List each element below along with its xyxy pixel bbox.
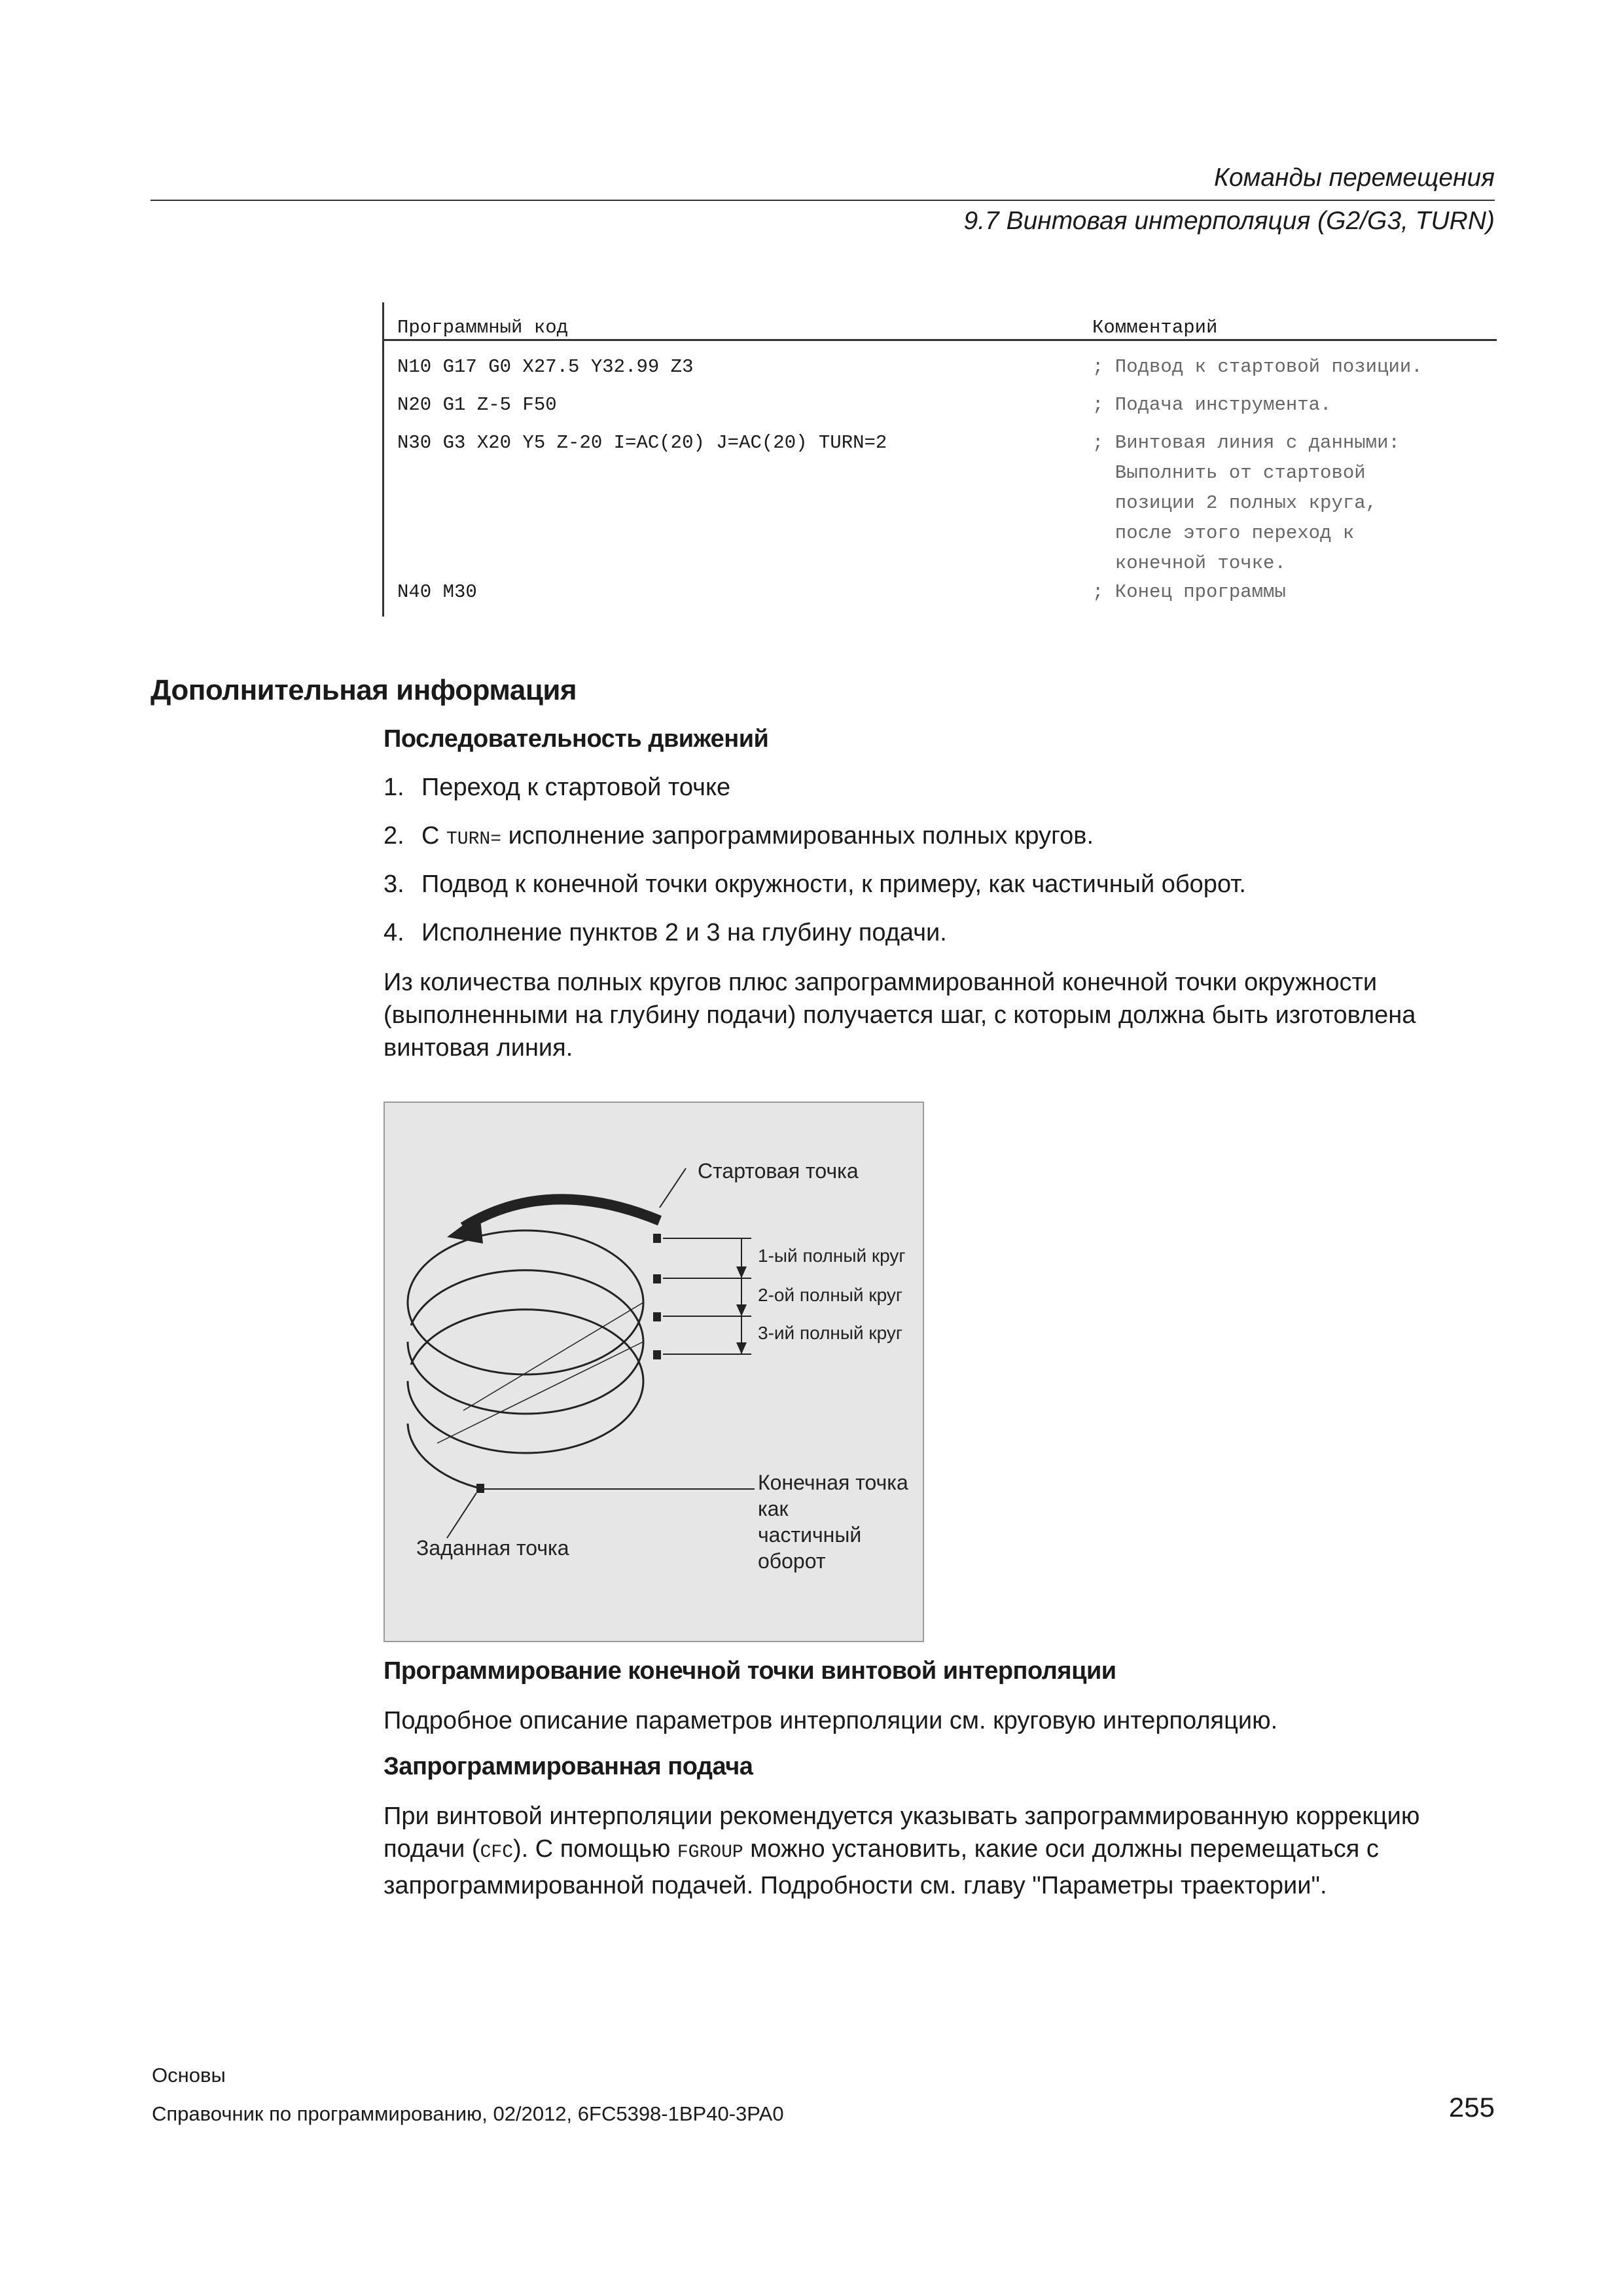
start-point-leader [660, 1168, 686, 1208]
turn-marker [653, 1274, 661, 1283]
pitch-dimensions [663, 1238, 751, 1354]
running-header-section: 9.7 Винтовая интерполяция (G2/G3, TURN) [963, 207, 1495, 235]
code-comment: ; Подача инструмента. [1092, 394, 1332, 416]
feed-text: При винтовой интерполяции рекомендуется указывать запрограммированную коррекцию подачи (CFC). С помощью FGROUP можно установить, какие оси должны перемещаться с запрограммированной подачей. Подробности см. главу "Параметры траектории". [383, 1803, 1420, 1899]
code-inline: TURN= [446, 829, 502, 850]
list-item: 3. Подвод к конечной точки окружности, к примеру, как частичный оборот. [383, 870, 1246, 898]
helix-turn-1 [408, 1230, 643, 1374]
list-item: 1. Переход к стартовой точке [383, 774, 731, 801]
list-item: 2. С TURN= исполнение запрограммированных полных кругов. [383, 822, 1094, 850]
code-inline: CFC [480, 1842, 514, 1863]
label-circle-3: 3-ий полный круг [758, 1323, 903, 1343]
feed-heading: Запрограммированная подача [383, 1753, 753, 1780]
turn-marker [653, 1312, 661, 1321]
header-rule [151, 200, 1495, 201]
code-comment: ; Конец программы [1092, 581, 1286, 603]
list-item: 4. Исполнение пунктов 2 и 3 на глубину подачи. [383, 919, 947, 946]
helix-connector [437, 1342, 643, 1443]
label-circle-1: 1-ый полный круг [758, 1246, 906, 1266]
label-end-point: Конечная точка как частичный оборот [758, 1471, 908, 1573]
code-header-rule [384, 339, 1497, 341]
code-comment: ; Винтовая линия с данными: Выполнить от стартовой позиции 2 полных круга, после этого переход к конечной точке. [1092, 432, 1400, 574]
label-start-point: Стартовая точка [698, 1159, 859, 1183]
code-comment: ; Подвод к стартовой позиции. [1092, 356, 1423, 378]
helix-circles [408, 1230, 643, 1489]
helix-connector [463, 1302, 643, 1410]
code-line: N20 G1 Z-5 F50 [397, 394, 557, 416]
target-point-leader [447, 1493, 476, 1538]
helix-turn-2 [408, 1270, 643, 1414]
footer-reference: Справочник по программированию, 02/2012, 6FC5398-1BP40-3PA0 [152, 2102, 784, 2125]
code-inline: FGROUP [677, 1842, 743, 1863]
col-header-code: Программный код [397, 317, 569, 338]
code-line: N40 M30 [397, 581, 477, 603]
code-line: N10 G17 G0 X27.5 Y32.99 Z3 [397, 356, 694, 378]
label-circle-2: 2-ой полный круг [758, 1285, 903, 1305]
page-number: 255 [1448, 2092, 1495, 2123]
turn-marker [653, 1234, 661, 1243]
motion-paragraph: Из количества полных кругов плюс запрограммированной конечной точки окружности (выполненными на глубину подачи) получается шаг, с которым должна быть изготовлена винтовая линия. [383, 969, 1416, 1062]
code-line: N30 G3 X20 Y5 Z-20 I=AC(20) J=AC(20) TURN=2 [397, 432, 887, 454]
endpoint-heading: Программирование конечной точки винтовой интерполяции [383, 1657, 1116, 1685]
direction-arrowhead [447, 1213, 483, 1244]
motion-heading: Последовательность движений [383, 725, 769, 753]
footer-title: Основы [152, 2064, 226, 2087]
running-header-title: Команды перемещения [1213, 164, 1495, 192]
code-table [382, 302, 1497, 617]
endpoint-text: Подробное описание параметров интерполяции см. круговую интерполяцию. [383, 1707, 1278, 1734]
section-heading: Дополнительная информация [151, 674, 577, 706]
label-target-point: Заданная точка [416, 1536, 569, 1560]
helix-figure [383, 1102, 924, 1642]
turn-marker [653, 1350, 661, 1359]
helix-turn-3 [408, 1310, 643, 1453]
col-header-comment: Комментарий [1092, 317, 1218, 338]
direction-arrow [463, 1199, 660, 1227]
